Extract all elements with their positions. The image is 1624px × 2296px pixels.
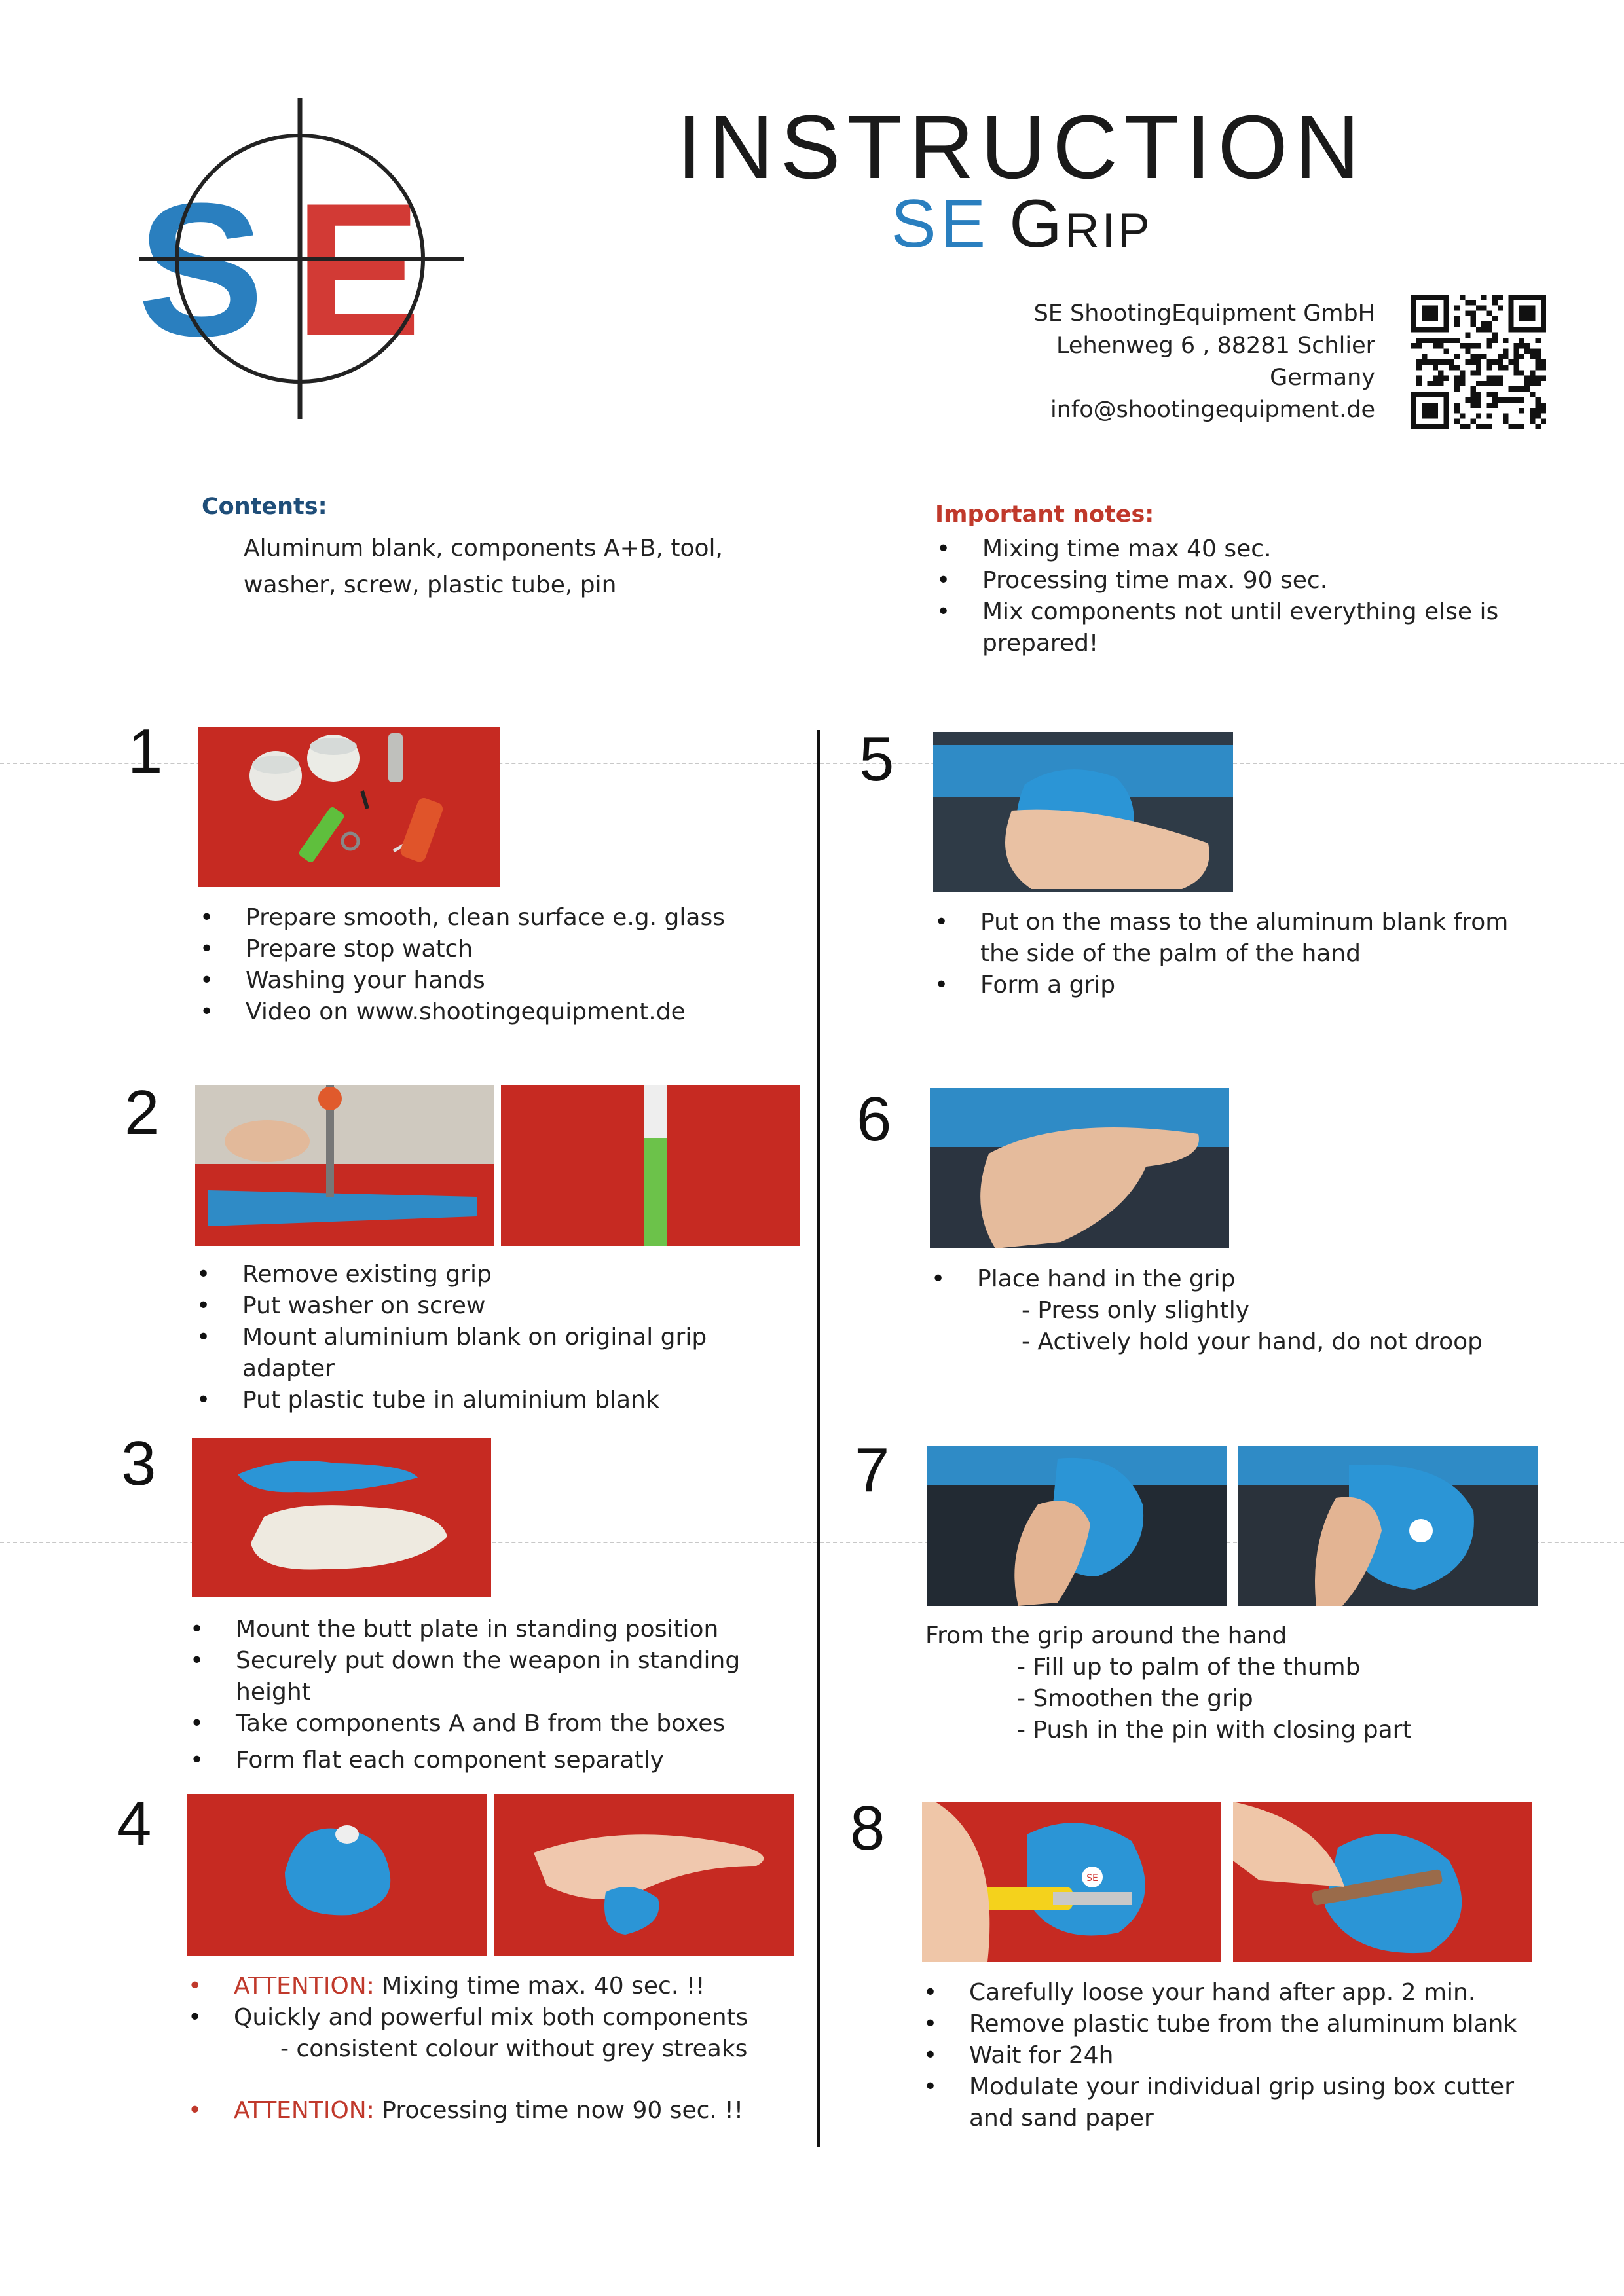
step-1-item: • Video on www.shootingequipment.de [198,996,788,1028]
step-2-photo-b [501,1085,800,1246]
product-type: Grip [1009,186,1153,262]
step-8-photo-a [922,1802,1221,1962]
product-name [616,187,1428,261]
step-4-photo-a [187,1794,487,1956]
step-2-item: • Put plastic tube in aluminium blank [195,1385,798,1416]
step-7-intro: From the grip around the hand [925,1622,1287,1649]
step-3-item: • Mount the butt plate in standing position [189,1614,798,1645]
step-2-photo-a [195,1085,494,1246]
company-country: Germany [1270,365,1375,391]
svg-text:E: E [295,164,422,376]
step-3-instructions [189,1614,798,1776]
step-3-item: • Form flat each component separatly [189,1745,798,1776]
step-5-item: • Form a grip [933,970,1522,1001]
attention-label: ATTENTION: [234,2097,375,2124]
contents-list [244,530,741,604]
step-2-item: • Mount aluminium blank on original grip adapter [195,1322,798,1385]
step-4-attention-item [187,1971,796,2002]
document-title: INSTRUCTION [676,97,1367,198]
step-1-item: • Prepare smooth, clean surface e.g. glass [198,902,788,934]
step-6-subnote: - Actively hold your hand, do not droop [1022,1328,1483,1355]
attention-label: ATTENTION: [234,1973,375,1999]
step-3-photo [192,1438,491,1597]
note-item: • Mix components not until everything else is prepared! [935,596,1524,659]
step-3-item: • Take components A and B from the boxes [189,1708,798,1740]
step-number-6: 6 [857,1084,892,1154]
step-number-1: 1 [128,716,163,786]
company-email[interactable]: info@shootingequipment.de [1050,397,1375,423]
step-5-item: • Put on the mass to the aluminum blank from the side of the palm of the hand [933,907,1522,970]
contents-line: Aluminum blank, components A+B, tool, [244,535,723,562]
company-street: Lehenweg 6 , 88281 Schlier [1056,333,1375,359]
company-address [943,298,1375,426]
company-name: SE ShootingEquipment GmbH [1033,301,1375,327]
step-7-subnote: - Fill up to palm of the thumb [1017,1654,1361,1681]
step-4-subnote: - consistent colour without grey streaks [280,2035,748,2062]
step-number-5: 5 [859,724,895,794]
step-1-photo [198,727,500,887]
step-1-item: • Washing your hands [198,965,788,996]
qr-code [1411,295,1546,429]
step-8-item: • Carefully loose your hand after app. 2 min. [922,1977,1544,2009]
attention-text: Mixing time max. 40 sec. !! [374,1973,705,1999]
step-number-3: 3 [121,1429,157,1499]
step-8-instructions [922,1977,1544,2134]
svg-text:S: S [138,164,265,376]
step-7-photo-b [1238,1446,1538,1606]
step-8-item: • Remove plastic tube from the aluminum blank [922,2009,1544,2040]
step-8-photo-b [1233,1802,1532,1962]
step-7-instructions [925,1620,1547,1746]
step-8-item: • Wait for 24h [922,2040,1544,2071]
se-logo [131,98,471,419]
step-4-instructions [187,1971,796,2126]
step-2-instructions [195,1259,798,1416]
column-divider [817,730,820,2147]
step-5-instructions [933,907,1522,1001]
step-6-photo [930,1088,1229,1248]
step-3-item: • Securely put down the weapon in standing height [189,1645,798,1708]
note-item: • Processing time max. 90 sec. [935,565,1524,596]
step-4-photo-b [494,1794,794,1956]
step-1-instructions [198,902,788,1028]
step-7-subnote: - Smoothen the grip [1017,1685,1253,1712]
step-4-attention-item [187,2095,796,2126]
step-6-item: • Place hand in the grip [930,1264,1552,1295]
step-6-subnote: - Press only slightly [1022,1297,1250,1324]
product-brand: SE [891,186,990,262]
contents-line: washer, screw, plastic tube, pin [244,572,617,598]
step-1-item: • Prepare stop watch [198,934,788,965]
step-6-instructions [930,1264,1552,1358]
step-number-4: 4 [117,1789,152,1859]
step-number-8: 8 [850,1793,885,1863]
step-8-item: • Modulate your individual grip using box cutter and sand paper [922,2071,1544,2134]
se-badge-label: SE [1086,1873,1098,1884]
step-number-2: 2 [124,1078,160,1148]
important-notes-heading: Important notes: [935,501,1154,528]
step-2-item: • Remove existing grip [195,1259,798,1290]
note-item: • Mixing time max 40 sec. [935,534,1524,565]
contents-heading: Contents: [202,494,327,520]
important-notes [935,534,1524,659]
step-5-photo [933,732,1233,892]
step-7-photo-a [927,1446,1227,1606]
step-number-7: 7 [855,1435,890,1505]
step-4-item: • Quickly and powerful mix both components [187,2002,796,2033]
attention-text: Processing time now 90 sec. !! [374,2097,744,2124]
step-7-subnote: - Push in the pin with closing part [1017,1717,1412,1743]
step-2-item: • Put washer on screw [195,1290,798,1322]
